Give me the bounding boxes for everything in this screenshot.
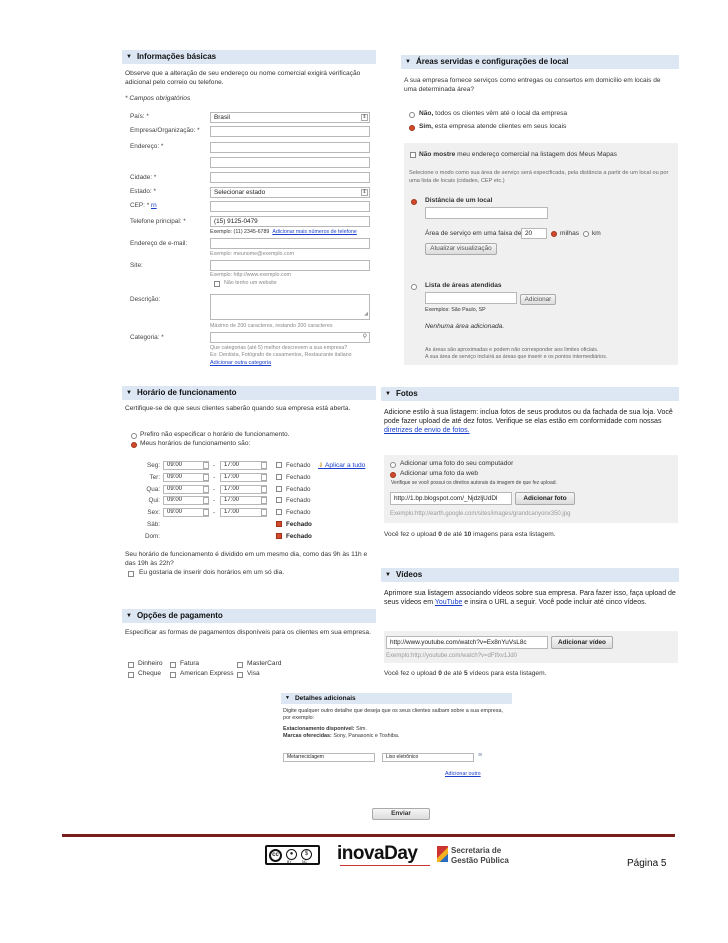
hours-closed-label: Fechado xyxy=(286,497,311,504)
section-header-videos[interactable] xyxy=(381,568,679,582)
photos-intro-text: Adicione estilo à sua listagem: inclua fotos de seus produtos ou da fachada de sua loja. Você pode fazer upload de até dez fotos. Verifique se elas estão em conformidade com nossas xyxy=(384,409,673,426)
hide-bold: Não mostre xyxy=(419,151,456,158)
hours-day-label: Sáb: xyxy=(147,521,160,528)
gestao-publica-emblem xyxy=(437,846,448,862)
nc-label: NC xyxy=(302,860,308,864)
hours-dash: - xyxy=(213,509,216,516)
hours-day-label: Qui: xyxy=(148,497,160,504)
hours-dash: - xyxy=(213,497,216,504)
inovaday-logo xyxy=(337,843,417,865)
area-list-input[interactable] xyxy=(425,292,517,304)
two-hours-checkbox[interactable] xyxy=(128,571,134,577)
country-select[interactable] xyxy=(210,112,370,123)
video-count-e: vídeos para esta listagem. xyxy=(467,670,547,677)
section-header-photos[interactable] xyxy=(381,387,679,401)
updown-arrow-icon xyxy=(261,486,267,493)
pay-cash-checkbox[interactable] xyxy=(128,662,134,668)
photo-url-input[interactable]: http://1.bp.blogspot.com/_NjdzljUdDl xyxy=(390,492,512,505)
cc-icon xyxy=(269,849,282,862)
site-input[interactable] xyxy=(210,260,370,271)
hours-open-select[interactable]: 09:00 xyxy=(163,508,209,517)
pay-invoice-label: Fatura xyxy=(180,660,200,667)
photo-web-radio[interactable] xyxy=(390,472,396,478)
hours-specified-label: Meus horários de funcionamento são: xyxy=(140,440,251,447)
km-label: km xyxy=(592,230,601,237)
areas-no-text: todos os clientes vêm até o local da empresa xyxy=(433,110,568,117)
section-header-payment[interactable] xyxy=(122,609,376,623)
photo-rights-warning: Verifique se você possui os direitos autorais da imagem de que fez upload. xyxy=(391,480,557,486)
videos-title: Vídeos xyxy=(395,570,423,579)
search-icon: ⚲ xyxy=(362,334,367,340)
photo-count-e: imagens para esta listagem. xyxy=(471,531,556,538)
photo-count-b: 0 xyxy=(438,531,442,538)
photo-count-a: Você fez o upload xyxy=(384,531,439,538)
hours-closed-label: Fechado xyxy=(286,533,312,540)
category-hint-1: Que categorias (até 5) melhor descrevem a sua empresa? xyxy=(210,345,348,351)
nc-icon: $ xyxy=(301,849,312,860)
details-example-2 xyxy=(283,733,399,739)
pay-invoice-checkbox[interactable] xyxy=(170,662,176,668)
video-count xyxy=(384,670,546,679)
state-label: Estado: * xyxy=(130,188,156,195)
hours-closed-label: Fechado xyxy=(286,521,312,528)
cep-input[interactable] xyxy=(210,201,370,212)
videos-intro-2: e insira o URL a seguir. Você pode incluir até cinco vídeos. xyxy=(462,599,647,607)
detail-list-icon[interactable]: ≡ xyxy=(478,752,483,759)
category-hint-2: Ex: Dentista, Fotógrafo de casamentos, Restaurante italiano xyxy=(210,352,352,358)
email-label: Endereço de e-mail: xyxy=(130,240,188,247)
secretaria-line-1: Secretaria de xyxy=(451,846,502,855)
hours-close-select[interactable]: 17:00 xyxy=(220,508,267,517)
areas-note-2: A sua área de serviço incluirá as áreas que inserir e os pontos intermediários. xyxy=(425,354,608,360)
apply-all-text: Aplicar a tudo xyxy=(325,462,366,469)
updown-arrow-icon xyxy=(261,509,267,516)
details-ex2-text: Sony, Panasonic e Toshiba. xyxy=(331,733,400,739)
country-label: País: * xyxy=(130,113,149,120)
description-textarea[interactable] xyxy=(210,294,370,320)
video-count-a: Você fez o upload xyxy=(384,670,439,677)
cep-help-link[interactable]: rn xyxy=(150,202,157,209)
areas-yes-text: esta empresa atende clientes em seus locais xyxy=(432,123,567,130)
apply-all-link[interactable] xyxy=(318,462,365,471)
phone-label: Telefone principal: * xyxy=(130,218,186,225)
details-title: Detalhes adicionais xyxy=(294,695,356,702)
photo-count xyxy=(384,531,556,540)
country-value: Brasil xyxy=(214,114,230,121)
address-label: Endereço: * xyxy=(130,143,164,150)
section-header-details[interactable] xyxy=(281,693,512,704)
company-input[interactable] xyxy=(210,126,370,137)
dropdown-arrow-icon: ⇕ xyxy=(362,189,367,195)
updown-arrow-icon xyxy=(203,486,209,493)
inovaday-underline xyxy=(340,865,430,866)
details-ex1-text: Sim. xyxy=(354,726,367,732)
areas-question: A sua empresa fornece serviços como entregas ou consertos em domicílio em locais de uma determinada área? xyxy=(404,77,661,93)
site-label: Site: xyxy=(130,262,143,269)
photo-count-c: de até xyxy=(441,531,464,538)
no-areas-text: Nenhuma área adicionada. xyxy=(425,323,505,330)
email-hint: Exemplo: meunome@exemplo.com xyxy=(210,251,294,257)
updown-arrow-icon xyxy=(203,497,209,504)
add-area-button[interactable]: Adicionar xyxy=(520,294,556,305)
distance-radio[interactable] xyxy=(411,199,417,205)
section-header-areas[interactable] xyxy=(401,55,679,69)
section-header-basic[interactable] xyxy=(122,50,376,64)
pay-visa-label: Visa xyxy=(247,670,260,677)
distance-location-input[interactable] xyxy=(425,207,548,219)
updown-arrow-icon xyxy=(203,509,209,516)
areas-note-1: As áreas são aproximadas e podem não corresponder aos limites oficiais. xyxy=(425,347,599,353)
km-radio[interactable] xyxy=(583,231,589,237)
photo-count-d: 10 xyxy=(463,531,472,538)
cep-label xyxy=(130,202,157,209)
video-count-b: 0 xyxy=(438,670,442,677)
two-hours-label: Eu gostaria de inserir dois horários em um só dia. xyxy=(139,569,285,576)
video-count-c: de até xyxy=(441,670,464,677)
photo-computer-label: Adicionar uma foto do seu computador xyxy=(400,460,514,467)
updown-arrow-icon xyxy=(261,474,267,481)
hours-open-select[interactable]: 09:00 xyxy=(163,461,209,470)
photo-web-label: Adicionar uma foto da web xyxy=(400,470,479,477)
hide-address-label xyxy=(419,151,617,160)
apply-all-icon: ⇓ xyxy=(318,462,325,469)
dropdown-arrow-icon: ⇕ xyxy=(362,114,367,120)
pay-cash-label: Dinheiro xyxy=(138,660,163,667)
hours-close-select[interactable]: 17:00 xyxy=(220,496,267,505)
updown-arrow-icon xyxy=(203,474,209,481)
email-input[interactable] xyxy=(210,238,370,249)
details-example-1 xyxy=(283,726,367,732)
resize-grip-icon: ◢ xyxy=(364,311,368,317)
miles-label: milhas xyxy=(560,230,580,237)
add-detail-link[interactable]: Adicionar outro xyxy=(445,771,481,777)
address-input-2[interactable] xyxy=(210,157,370,168)
inovaday-logo-a: inova xyxy=(337,843,385,864)
hours-dash: - xyxy=(213,474,216,481)
hours-day-label: Qua: xyxy=(146,486,160,493)
hours-day-label: Sex: xyxy=(147,509,160,516)
range-label: Área de serviço em uma faixa de xyxy=(425,230,522,237)
add-video-button[interactable]: Adicionar vídeo xyxy=(551,636,613,649)
description-label: Descrição: xyxy=(130,296,161,303)
hours-closed-label: Fechado xyxy=(286,509,311,516)
collapse-triangle-icon: ▼ xyxy=(385,391,391,397)
areas-yes-label xyxy=(419,123,566,132)
no-website-label: Não tenho um website xyxy=(224,280,277,286)
video-url-input[interactable]: http://www.youtube.com/watch?v=Ex8nYuVsL8c xyxy=(386,636,548,649)
pay-mastercard-checkbox[interactable] xyxy=(237,662,243,668)
hours-closed-checkbox[interactable] xyxy=(276,462,282,468)
no-website-checkbox[interactable] xyxy=(214,281,220,287)
secretaria-line-2: Gestão Pública xyxy=(451,856,509,865)
areas-yes-bold: Sim, xyxy=(419,123,433,130)
hide-text: meu endereço comercial na listagem dos Meus Mapas xyxy=(455,151,617,158)
company-label: Empresa/Organização: * xyxy=(130,127,200,134)
miles-radio[interactable] xyxy=(551,231,557,237)
phone-example: Exemplo: (11) 2345-6789 xyxy=(210,229,270,235)
hours-close-select[interactable]: 17:00 xyxy=(220,485,267,494)
hours-closed-checkbox[interactable] xyxy=(276,533,282,539)
range-input[interactable]: 20 xyxy=(521,228,547,239)
hours-title: Horário de funcionamento xyxy=(136,388,237,397)
add-phone-link[interactable]: Adicionar mais números de telefone xyxy=(272,229,357,235)
photos-intro xyxy=(384,408,678,436)
pay-visa-checkbox[interactable] xyxy=(237,672,243,678)
add-photo-button[interactable]: Adicionar foto xyxy=(515,492,575,505)
city-label: Cidade: * xyxy=(130,174,157,181)
video-count-d: 5 xyxy=(463,670,468,677)
cep-label-text: CEP: * xyxy=(130,202,150,209)
details-intro: Digite qualquer outro detalhe que deseja que os seus clientes saibam sobre a sua empresa, por exemplo: xyxy=(283,708,503,721)
photo-computer-radio[interactable] xyxy=(390,462,396,468)
pay-mastercard-label: MasterCard xyxy=(247,660,282,667)
details-ex1-bold: Estacionamento disponível: xyxy=(283,726,355,732)
basic-title: Informações básicas xyxy=(136,52,217,61)
area-example: Exemplos: São Paulo, SP xyxy=(425,307,486,313)
areas-yes-radio[interactable] xyxy=(409,125,415,131)
collapse-triangle-icon: ▼ xyxy=(126,613,132,619)
page-number: Página 5 xyxy=(627,858,667,869)
hours-unspecified-radio[interactable] xyxy=(131,433,137,439)
select-mode-text: Selecione o modo como sua área de serviço será especificada, pela distância a partir de um local ou por uma lista de locais (cidades, CEP etc.) xyxy=(409,170,669,184)
photo-url-example: Exemplo:http://earth.google.com/sites/images/grandcanyonx350.jpg xyxy=(390,511,571,517)
required-note: * Campos obrigatórios xyxy=(125,95,191,102)
collapse-triangle-icon: ▼ xyxy=(126,54,132,60)
hours-open-select[interactable]: 09:00 xyxy=(163,473,209,482)
add-category-link[interactable]: Adicionar outra categoria xyxy=(210,360,272,366)
description-hint: Máximo de 200 caracteres, restando 200 caracteres xyxy=(210,323,333,329)
areas-no-label xyxy=(419,110,567,119)
details-ex2-bold: Marcas oferecidas: xyxy=(283,733,332,739)
submit-button[interactable]: Enviar xyxy=(372,808,430,820)
youtube-link[interactable]: YouTube xyxy=(434,599,463,607)
hours-dash: - xyxy=(213,486,216,493)
state-select[interactable] xyxy=(210,187,370,198)
category-label: Categoria: * xyxy=(130,334,164,341)
hours-closed-checkbox[interactable] xyxy=(276,486,282,492)
hours-closed-checkbox[interactable] xyxy=(276,474,282,480)
photos-title: Fotos xyxy=(395,389,418,398)
collapse-triangle-icon: ▼ xyxy=(385,572,391,578)
collapse-triangle-icon: ▼ xyxy=(285,695,290,701)
areas-no-radio[interactable] xyxy=(409,112,415,118)
hours-open-select[interactable]: 09:00 xyxy=(163,496,209,505)
split-hours-question: Seu horário de funcionamento é dividido em um mesmo dia, como das 9h às 11h e das 19h às 22h? xyxy=(125,551,368,567)
cc-text: cc xyxy=(272,852,279,858)
phone-hint xyxy=(210,229,357,235)
list-radio[interactable] xyxy=(411,284,417,290)
videos-intro-1: Aprimore sua listagem associando vídeos sobre sua empresa. Para fazer isso, faça upload de seus vídeos em xyxy=(384,590,676,607)
update-preview-button[interactable]: Atualizar visualização xyxy=(425,243,497,255)
by-icon: ● xyxy=(286,849,297,860)
city-input[interactable] xyxy=(210,172,370,183)
hours-closed-label: Fechado xyxy=(286,474,311,481)
photo-guidelines-link[interactable]: diretrizes de envio de fotos. xyxy=(384,427,470,435)
by-label: BY xyxy=(287,860,292,864)
hours-day-label: Ter: xyxy=(149,474,160,481)
basic-intro: Observe que a alteração de seu endereço ou nome comercial exigirá verificação adicional pelo correio ou telefone. xyxy=(125,70,361,86)
collapse-triangle-icon: ▼ xyxy=(126,390,132,396)
hours-unspecified-label: Prefiro não especificar o horário de funcionamento. xyxy=(140,431,290,438)
hours-closed-label: Fechado xyxy=(286,486,311,493)
areas-no-bold: Não, xyxy=(419,110,434,117)
inovaday-logo-b: Day xyxy=(384,843,418,864)
hours-intro: Certifique-se de que seus clientes saberão quando sua empresa está aberta. xyxy=(125,405,351,412)
state-value: Selecionar estado xyxy=(214,189,266,196)
hours-close-select[interactable]: 17:00 xyxy=(220,473,267,482)
detail-value-input[interactable]: Lixo eletrônico xyxy=(382,753,474,762)
section-header-hours[interactable] xyxy=(122,386,376,400)
hours-open-select[interactable]: 09:00 xyxy=(163,485,209,494)
hours-close-select[interactable]: 17:00 xyxy=(220,461,267,470)
hide-address-checkbox[interactable] xyxy=(410,152,416,158)
videos-intro xyxy=(384,589,678,607)
pay-cheque-label: Cheque xyxy=(138,670,162,677)
phone-input[interactable]: (15) 9125-0479 xyxy=(210,216,370,227)
updown-arrow-icon xyxy=(203,462,209,469)
updown-arrow-icon xyxy=(261,462,267,469)
creative-commons-badge xyxy=(265,845,320,865)
hours-closed-checkbox[interactable] xyxy=(276,509,282,515)
list-label: Lista de áreas atendidas xyxy=(425,282,502,289)
distance-label: Distância de um local xyxy=(425,197,493,204)
site-hint: Exemplo: http://www.exemplo.com xyxy=(210,272,291,278)
hours-closed-checkbox[interactable] xyxy=(276,521,282,527)
pay-amex-label: American Express xyxy=(180,670,234,677)
areas-title: Áreas servidas e configurações de local xyxy=(415,57,569,66)
address-input-1[interactable] xyxy=(210,142,370,153)
hours-day-label: Dom: xyxy=(144,533,160,540)
pay-cheque-checkbox[interactable] xyxy=(128,672,134,678)
pay-amex-checkbox[interactable] xyxy=(170,672,176,678)
detail-name-input[interactable]: Metarreciclagem xyxy=(283,753,375,762)
hours-closed-label: Fechado xyxy=(286,462,311,469)
hours-specified-radio[interactable] xyxy=(131,442,137,448)
category-input[interactable] xyxy=(210,332,370,343)
payment-intro: Especificar as formas de pagamentos disponíveis para os clientes em sua empresa. xyxy=(125,629,371,636)
hours-dash: - xyxy=(213,462,216,469)
hours-closed-checkbox[interactable] xyxy=(276,497,282,503)
payment-title: Opções de pagamento xyxy=(136,611,223,620)
video-url-example: Exemplo:http://youtube.com/watch?v=dFtfxv1Jd0 xyxy=(386,653,517,659)
updown-arrow-icon xyxy=(261,497,267,504)
footer-rule xyxy=(62,834,675,837)
hours-day-label: Seg: xyxy=(147,462,160,469)
collapse-triangle-icon: ▼ xyxy=(405,59,411,65)
